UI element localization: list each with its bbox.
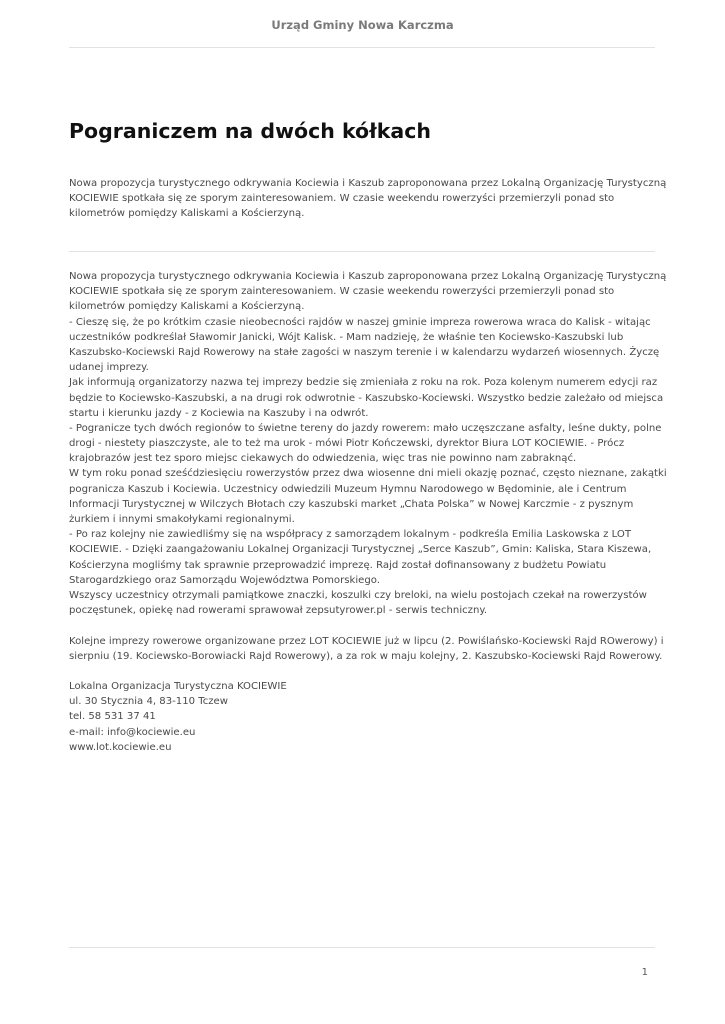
article-lead: Nowa propozycja turystycznego odkrywania Kociewia i Kaszub zaproponowana przez Lokalną Organizację Turystyczną KOCIEWIE spotkała się ze sporym zainteresowaniem. W czasie weekendu rowerzyści przemierzyli ponad sto kilometrów pomiędzy Kaliskami a Kościerzyną. (69, 178, 667, 220)
contact-address: ul. 30 Stycznia 4, 83-110 Tczew (69, 696, 229, 708)
body-line: krajobrazów jest tez sporo miejsc ciekawych do odwiedzenia, więc tras nie powinno nam zabraknąć. (69, 453, 577, 465)
site-header: Urząd Gminy Nowa Karczma (271, 18, 454, 32)
body-line: Informacji Turystycznej w Wilczych Błotach czy kaszubski market „Chata Polska” w Nowej Karczmie - z pysznym (69, 498, 634, 510)
events-line: Kolejne imprezy rowerowe organizowane przez LOT KOCIEWIE już w lipcu (2. Powiślańsko-Kociewski Rajd ROwerowy) i (69, 635, 664, 647)
paragraph-gap (69, 618, 669, 633)
body-line: Kaszubsko-Kociewski Rajd Rowerowy na stałe zagości w naszym terenie i w kalendarzu wydarzeń wiosennych. Życzę (69, 346, 660, 358)
footer-divider (69, 947, 655, 948)
body-line: drogi - niestety piaszczyste, ale to też ma urok - mówi Piotr Kończewski, dyrektor Biura LOT KOCIEWIE. - Prócz (69, 438, 625, 450)
body-line: udanej imprezy. (69, 362, 149, 374)
events-line: sierpniu (19. Kociewsko-Borowiacki Rajd Rowerowy), a za rok w maju kolejny, 2. Kaszubsko-Kociewski Rajd Rowerowy. (69, 650, 663, 662)
body-line: - Pogranicze tych dwóch regionów to świetne tereny do jazdy rowerem: mało uczęszczane asfalty, leśne dukty, polne (69, 422, 662, 434)
body-line: będzie to Kociewsko-Kaszubski, a na drugi rok odwrotnie - Kaszubsko-Kociewski. Wszystko bedzie zależało od miejsca (69, 392, 664, 404)
body-line: Starogardzkiego oraz Samorządu Województwa Pomorskiego. (69, 574, 380, 586)
article-title: Pograniczem na dwóch kółkach (69, 119, 431, 143)
article-body (69, 269, 669, 755)
body-line: uczestników podkreślał Sławomir Janicki, Wójt Kalisk. - Mam nadzieję, że właśnie ten Kociewsko-Kaszubski lub (69, 331, 624, 343)
page-number: 1 (641, 967, 648, 978)
lead-divider (69, 251, 655, 252)
body-line: Wszyscy uczestnicy otrzymali pamiątkowe znaczki, koszulki czy breloki, na wielu postojach czekał na rowerzystów (69, 589, 647, 601)
body-line: startu i kierunku jazdy - z Kociewia na Kaszuby i na odwrót. (69, 407, 369, 419)
body-line: żurkiem i innymi smakołykami regionalnymi. (69, 514, 295, 525)
contact-email: e-mail: info@kociewie.eu (69, 726, 196, 738)
body-line: pogranicza Kaszub i Kociewia. Uczestnicy odwiedzili Muzeum Hymnu Narodowego w Będominie, ale i Centrum (69, 483, 627, 495)
contact-organization: Lokalna Organizacja Turystyczna KOCIEWIE (69, 681, 287, 693)
body-line: KOCIEWIE. - Dzięki zaangażowaniu Lokalnej Organizacji Turystycznej „Serce Kaszub”, Gmin: Kaliska, Stara Kiszewa, (69, 544, 652, 556)
body-line: Jak informują organizatorzy nazwa tej imprezy bedzie się zmieniała z roku na rok. Poza kolenym numerem edycji raz (69, 377, 658, 389)
paragraph-gap (69, 664, 669, 679)
body-line: - Cieszę się, że po krótkim czasie nieobecności rajdów w naszej gminie impreza rowerowa wraca do Kalisk - witając (69, 316, 651, 328)
body-line: poczęstunek, opiekę nad rowerami sprawował zepsutyrower.pl - serwis techniczny. (69, 605, 488, 617)
body-line: Kościerzyna mogliśmy tak sprawnie przeprowadzić imprezę. Rajd został dofinansowany z budżetu Powiatu (69, 559, 607, 571)
body-line: kilometrów pomiędzy Kaliskami a Kościerzyną. (69, 301, 305, 313)
header-divider (69, 47, 655, 48)
body-line: Nowa propozycja turystycznego odkrywania Kociewia i Kaszub zaproponowana przez Lokalną Organizację Turystyczną (69, 271, 667, 282)
contact-website: www.lot.kociewie.eu (69, 741, 172, 753)
body-line: W tym roku ponad sześćdziesięciu rowerzystów przez dwa wiosenne dni mieli okazję poznać, często nieznane, zakątki (69, 468, 667, 480)
contact-phone: tel. 58 531 37 41 (69, 711, 156, 723)
body-line: - Po raz kolejny nie zawiedliśmy się na współpracy z samorządem lokalnym - podkreśla Emilia Laskowska z LOT (69, 529, 632, 541)
body-line: KOCIEWIE spotkała się ze sporym zainteresowaniem. W czasie weekendu rowerzyści przemierzyli ponad sto (69, 286, 615, 298)
